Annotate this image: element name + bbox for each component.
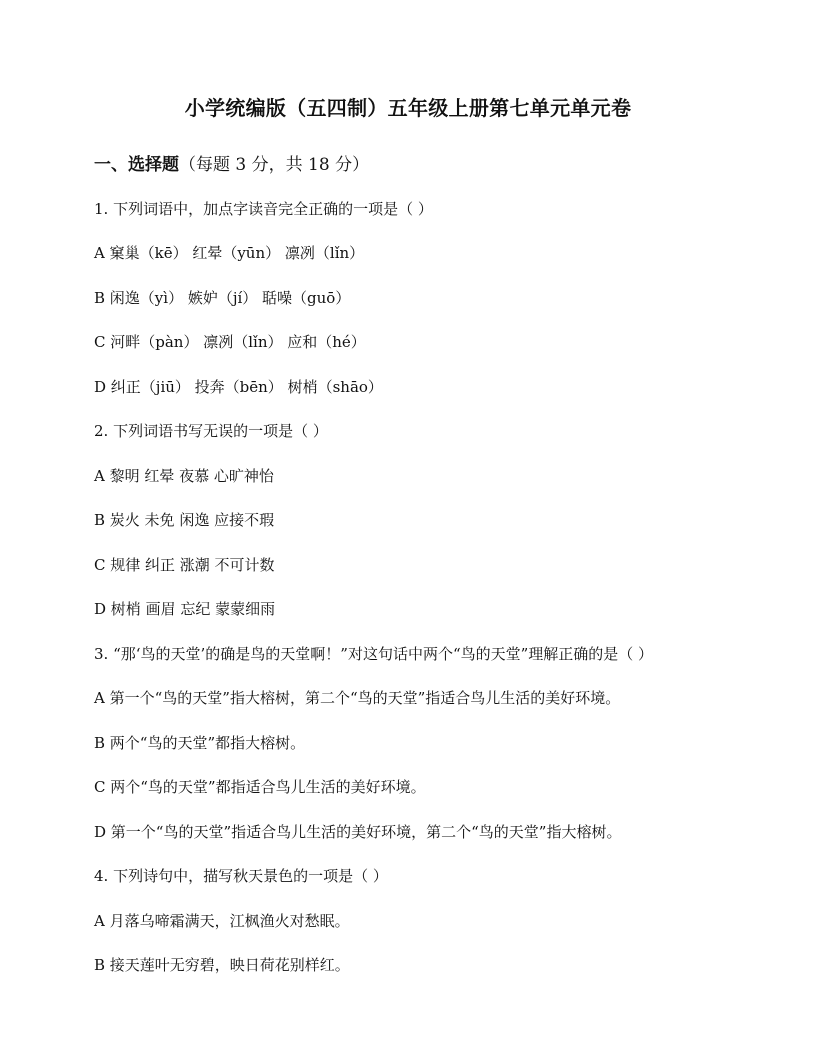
question-4-stem: 4. 下列诗句中，描写秋天景色的一项是（ ） — [94, 867, 388, 885]
question-1-option-d: D 纠正（jiū） 投奔（bēn） 树梢（shāo） — [94, 378, 383, 396]
question-2-stem: 2. 下列词语书写无误的一项是（ ） — [94, 422, 328, 440]
question-3-option-b: B 两个“鸟的天堂”都指大榕树。 — [94, 734, 306, 752]
question-3-option-a: A 第一个“鸟的天堂”指大榕树，第二个“鸟的天堂”指适合鸟儿生活的美好环境。 — [94, 689, 621, 707]
section-heading — [94, 150, 369, 175]
question-1-option-a: A 窠巢（kē） 红晕（yūn） 凛冽（lǐn） — [94, 244, 365, 262]
question-3-stem: 3. “那‘鸟的天堂’的确是鸟的天堂啊！”对这句话中两个“鸟的天堂”理解正确的是（ ） — [94, 645, 654, 663]
question-2-option-a: A 黎明 红晕 夜慕 心旷神怡 — [94, 467, 274, 485]
question-1-option-c: C 河畔（pàn） 凛冽（lǐn） 应和（hé） — [94, 333, 366, 351]
section-scoring-note: （每题 3 分，共 18 分） — [179, 155, 370, 175]
section-title: 一、选择题 — [94, 155, 179, 175]
question-2-option-c: C 规律 纠正 涨潮 不可计数 — [94, 556, 275, 574]
question-4-option-b: B 接天莲叶无穷碧，映日荷花别样红。 — [94, 956, 350, 974]
page-title: 小学统编版（五四制）五年级上册第七单元单元卷 — [184, 96, 632, 120]
question-3-option-d: D 第一个“鸟的天堂”指适合鸟儿生活的美好环境，第二个“鸟的天堂”指大榕树。 — [94, 823, 622, 841]
question-1-stem: 1. 下列词语中，加点字读音完全正确的一项是（ ） — [94, 200, 433, 218]
question-2-option-d: D 树梢 画眉 忘纪 蒙蒙细雨 — [94, 600, 276, 618]
question-1-option-b: B 闲逸（yì） 嫉妒（jí） 聒噪（guō） — [94, 289, 351, 307]
question-3-option-c: C 两个“鸟的天堂”都指适合鸟儿生活的美好环境。 — [94, 778, 426, 796]
question-4-option-a: A 月落乌啼霜满天，江枫渔火对愁眠。 — [94, 912, 350, 930]
question-2-option-b: B 炭火 未免 闲逸 应接不瑕 — [94, 511, 275, 529]
